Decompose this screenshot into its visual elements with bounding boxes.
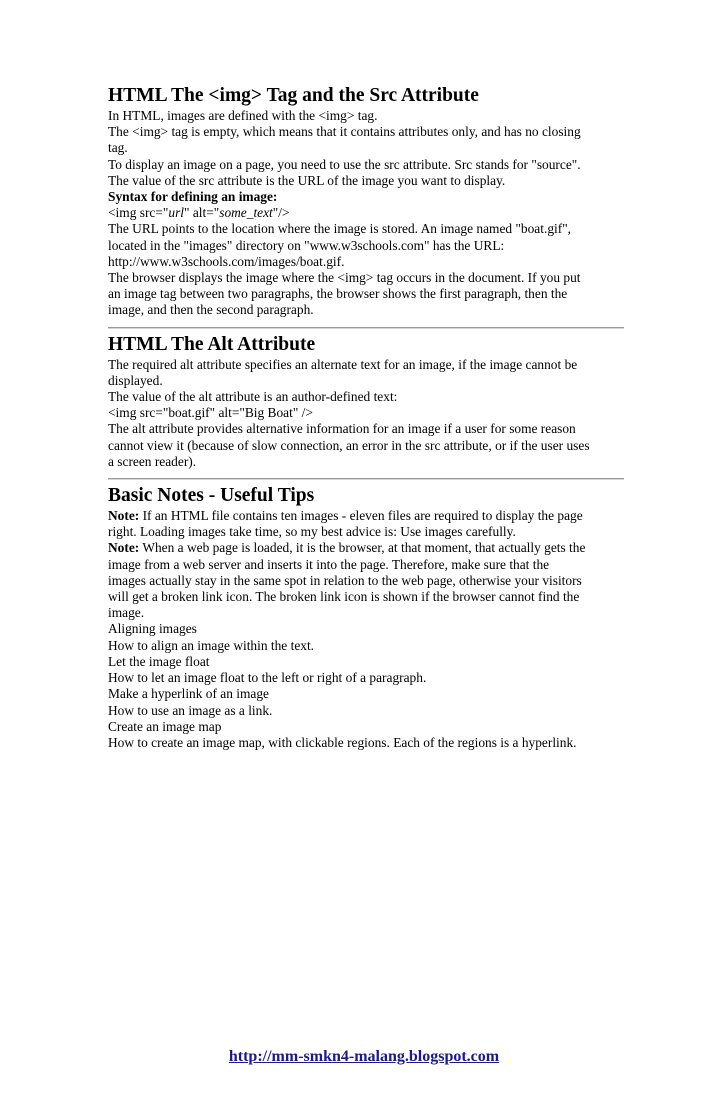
note-label: Note: [108, 508, 140, 524]
syntax-heading: Syntax for defining an image: [108, 189, 278, 205]
section-title-img-tag: HTML The <img> Tag and the Src Attribute [108, 85, 479, 106]
note-text: If an HTML file contains ten images - eleven files are required to display the page [139, 508, 583, 524]
paragraph-line: In HTML, images are defined with the <img> tag. [108, 108, 378, 123]
example-title: Make a hyperlink of an image [108, 686, 270, 702]
paragraph-line: The value of the src attribute is the URL of the image you want to display. [108, 172, 506, 188]
paragraph-line: The required alt attribute specifies an alternate text for an image, if the image cannot be [108, 356, 578, 372]
note-text: When a web page is loaded, it is the browser, at that moment, that actually gets the [139, 540, 586, 556]
paragraph-line: tag. [108, 140, 128, 156]
paragraph-line: a screen reader). [108, 453, 197, 469]
paragraph-line: <img src="boat.gif" alt="Big Boat" /> [108, 405, 313, 421]
syntax-part: " alt=" [184, 205, 220, 221]
paragraph-line: The browser displays the image where the <img> tag occurs in the document. If you put [108, 270, 581, 286]
note-line [108, 508, 624, 524]
section-divider [108, 478, 624, 480]
syntax-alt-placeholder: some_text [219, 205, 273, 221]
page-footer [0, 1048, 728, 1066]
document-page [108, 84, 624, 751]
paragraph-line: an image tag between two paragraphs, the browser shows the first paragraph, then the [108, 286, 568, 302]
example-description: How to use an image as a link. [108, 702, 273, 718]
note-line [108, 540, 624, 556]
syntax-part: "/> [272, 205, 290, 221]
paragraph-line: The value of the alt attribute is an author-defined text: [108, 389, 398, 405]
paragraph-line: The URL points to the location where the image is stored. An image named "boat.gif", [108, 221, 572, 237]
example-description: How to let an image float to the left or right of a paragraph. [108, 670, 427, 686]
paragraph-line: right. Loading images take time, so my best advice is: Use images carefully. [108, 524, 516, 540]
paragraph-line: image, and then the second paragraph. [108, 302, 314, 318]
section-divider [108, 327, 624, 329]
paragraph-line: will get a broken link icon. The broken link icon is shown if the browser cannot find the [108, 589, 580, 605]
example-title: Let the image float [108, 653, 210, 669]
syntax-example [108, 205, 624, 221]
example-description: How to align an image within the text. [108, 637, 315, 653]
paragraph-line: http://www.w3schools.com/images/boat.gif. [108, 253, 345, 269]
paragraph-line: The alt attribute provides alternative information for an image if a user for some reason [108, 421, 576, 437]
example-description: How to create an image map, with clickable regions. Each of the regions is a hyperlink. [108, 734, 577, 750]
syntax-url-placeholder: url [168, 205, 185, 221]
note-label: Note: [108, 540, 140, 556]
paragraph-line: The <img> tag is empty, which means that it contains attributes only, and has no closing [108, 124, 581, 140]
paragraph-line: image. [108, 605, 145, 621]
paragraph-line: To display an image on a page, you need to use the src attribute. Src stands for "source". [108, 156, 581, 172]
section-title-useful-tips: Basic Notes - Useful Tips [108, 485, 315, 507]
example-title: Aligning images [108, 621, 197, 637]
footer-blog-link[interactable]: http://mm-smkn4-malang.blogspot.com [228, 1048, 500, 1065]
paragraph-line: cannot view it (because of slow connection, an error in the src attribute, or if the user uses [108, 437, 590, 453]
section-title-alt-attribute: HTML The Alt Attribute [108, 333, 316, 355]
paragraph-line: displayed. [108, 372, 163, 388]
example-title: Create an image map [108, 718, 222, 734]
paragraph-line: image from a web server and inserts it into the page. Therefore, make sure that the [108, 556, 550, 572]
paragraph-line: located in the "images" directory on "www.w3schools.com" has the URL: [108, 237, 505, 253]
syntax-part: <img src=" [108, 205, 169, 221]
paragraph-line: images actually stay in the same spot in relation to the web page, otherwise your visitors [108, 572, 582, 588]
